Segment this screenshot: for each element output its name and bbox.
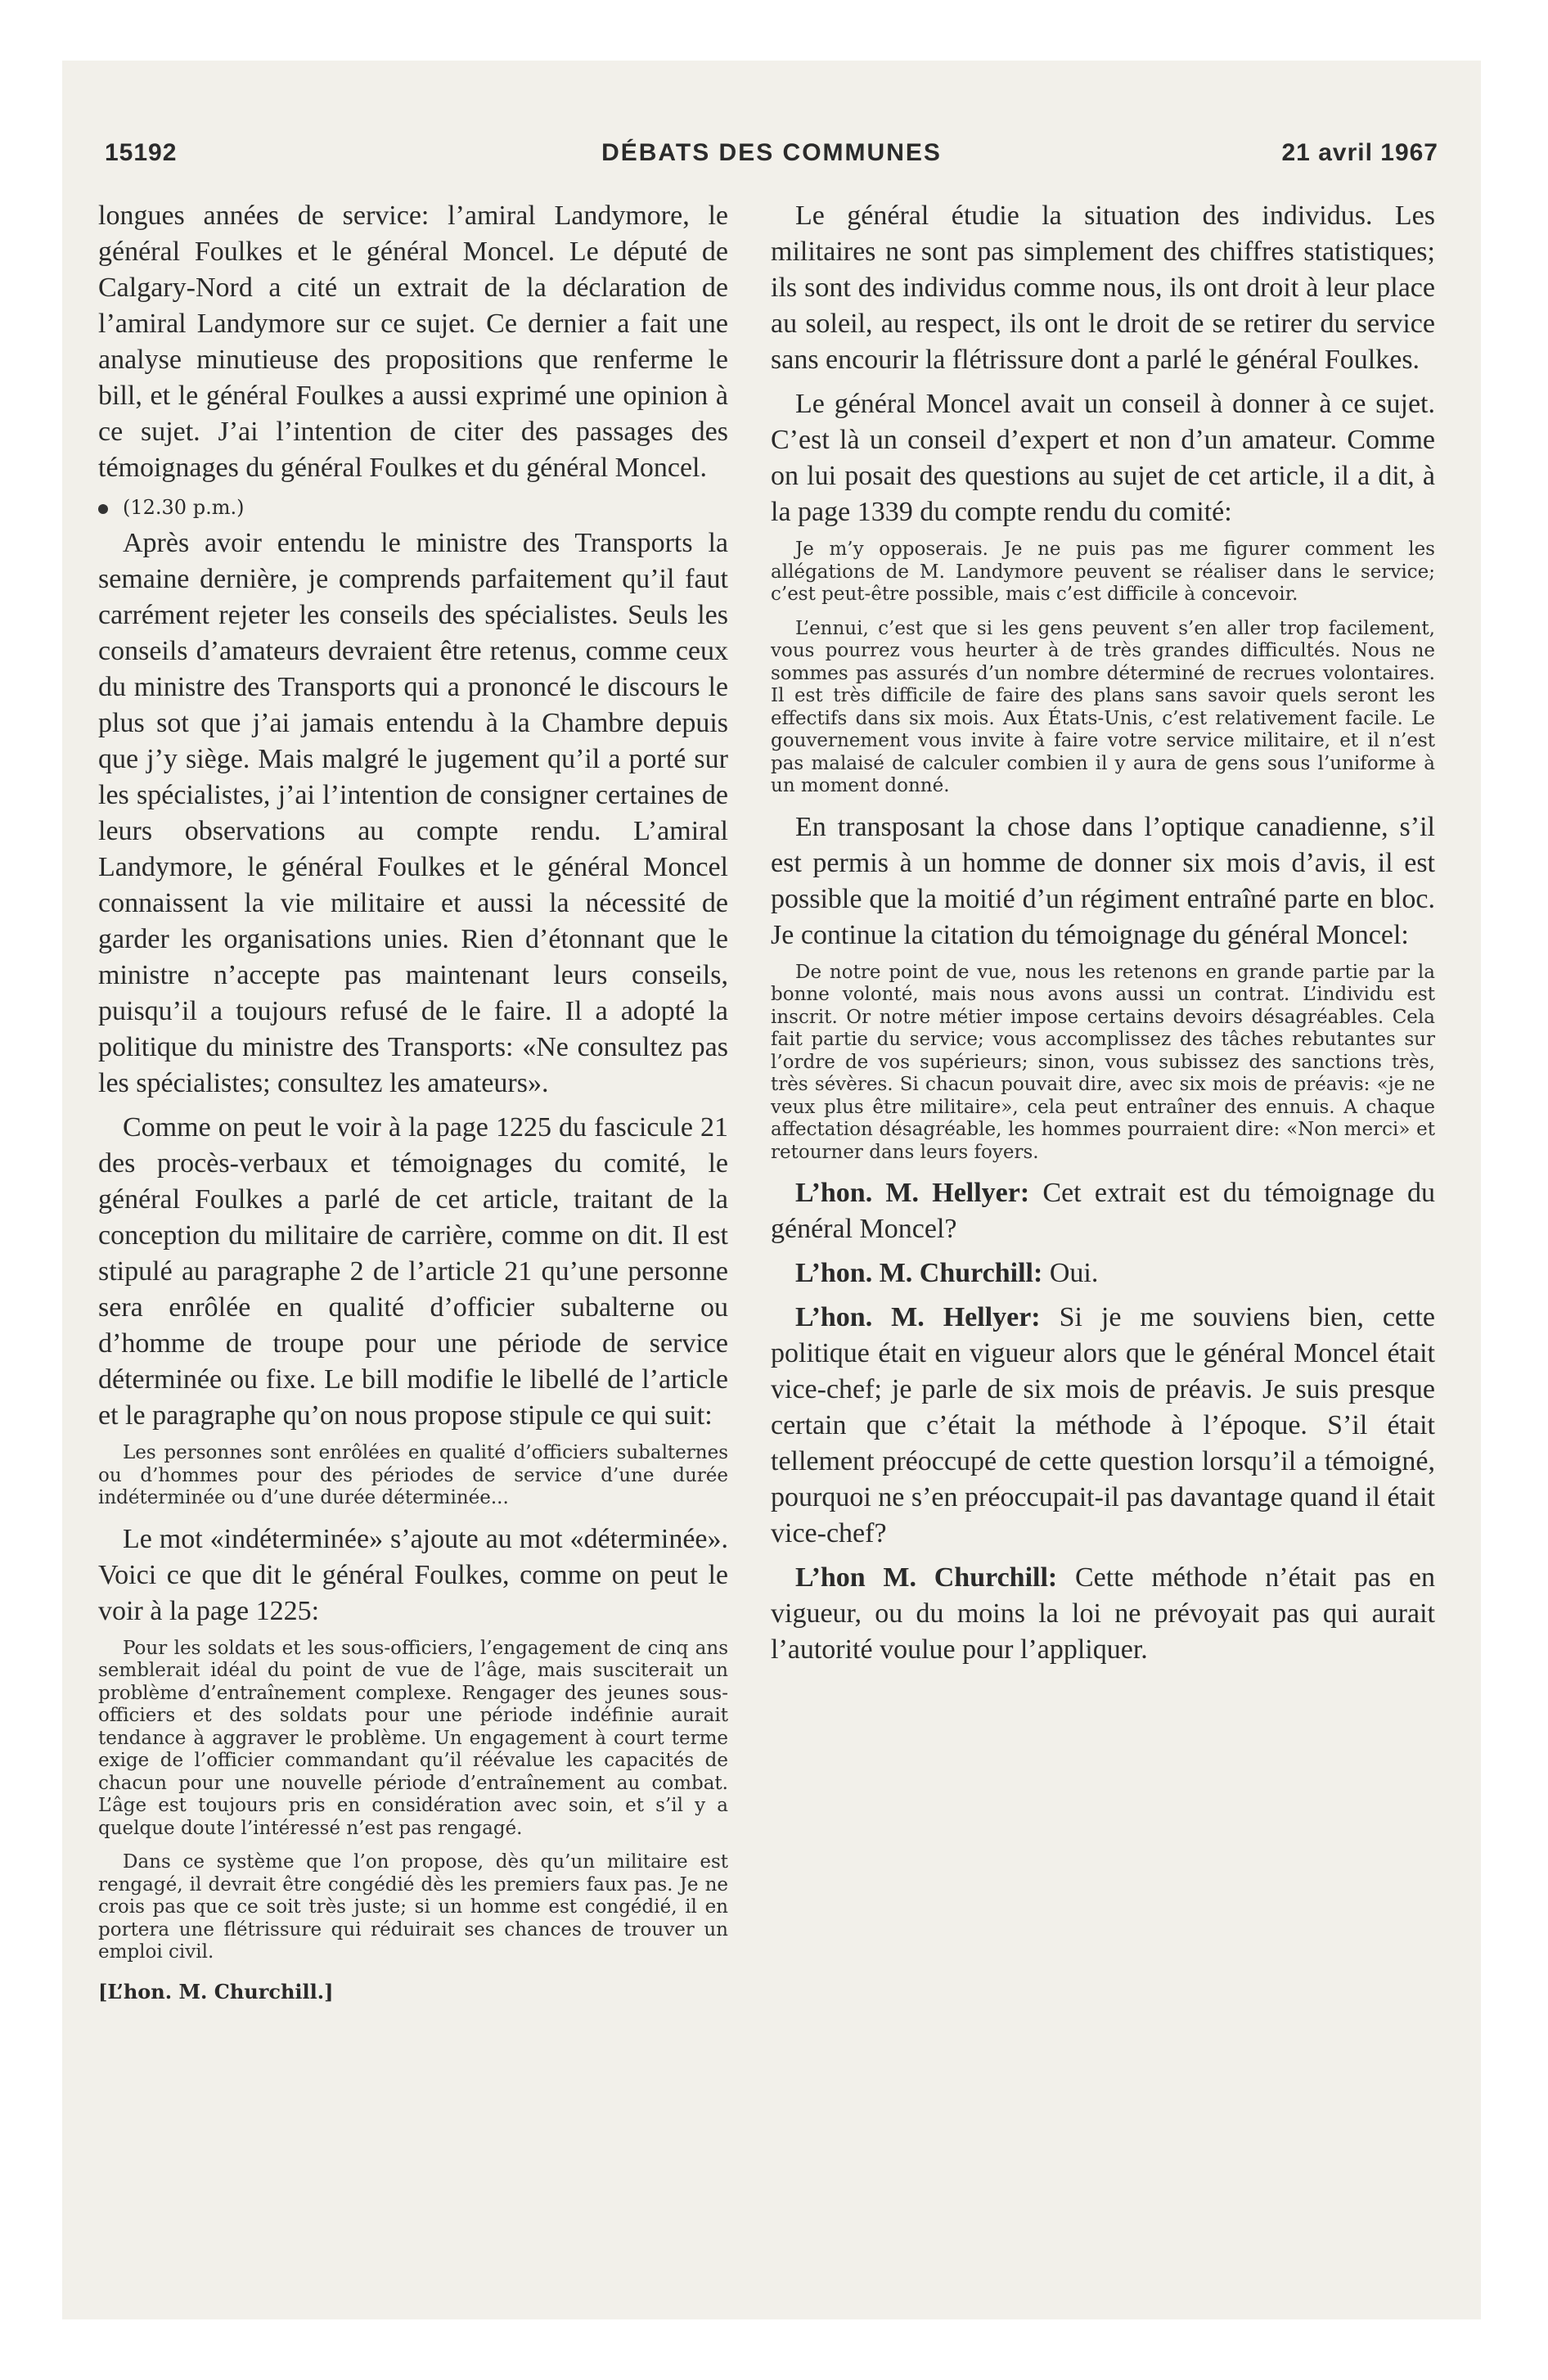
speech-hellyer-1 [771,1175,1435,1247]
speaker-tag: [L’hon. M. Churchill.] [98,1979,334,2004]
scanned-page [62,61,1481,2319]
speech-hellyer-2 [771,1300,1435,1552]
paragraph: Le général étudie la situation des individus. Les militaires ne sont pas simplement des chiffres statistiques; ils sont des individus comme nous, ils ont droit à leur place au soleil, au respect, ils ont le droit de se retirer du service sans encourir la flétrissure dont a parlé le général Foulkes. [771,201,1435,375]
speech-text: Si je me souviens bien, cette politique était en vigueur alors que le général Moncel était vice-chef; je parle de six mois de préavis. Je suis presque certain que c’était la méthode à l’époque. S’il était tellement préoccupé de cette question lorsqu’il a témoigné, pourquoi ne s’en préoccupait-il pas davantage quand il était vice-chef? [771,1302,1435,1548]
paragraph: Après avoir entendu le ministre des Transports la semaine dernière, je comprends parfaitement qu’il faut carrément rejeter les conseils des spécialistes. Seuls les conseils d’amateurs devraient être retenus, comme ceux du ministre des Transports qui a prononcé le discours le plus sot que j’ai jamais entendu à la Chambre depuis que j’y siège. Mais malgré le jugement qu’il a porté sur les spécialistes, j’ai l’intention de consigner certaines de leurs observations au compte rendu. L’amiral Landymore, le général Foulkes et le général Moncel connaissent la vie militaire et aussi la nécessité de garder les organisations unies. Rien d’étonnant que le ministre n’accepte pas maintenant leurs conseils, puisqu’il a toujours refusé de le faire. Il a adopté la politique du ministre des Transports: «Ne consultez pas les spécialistes; consultez les amateurs». [98,528,728,1098]
publication-title: DÉBATS DES COMMUNES [601,139,942,166]
speaker-name: L’hon. M. Hellyer: [795,1302,1041,1332]
quoted-passage: Dans ce système que l’on propose, dès qu’un militaire est rengagé, il devrait être congédié dès les premiers faux pas. Je ne crois pas que ce soit très juste; si un homme est congédié, il en portera une flétrissure qui réduirait ses chances de trouver un emploi civil. [98,1851,728,1963]
paragraph: longues années de service: l’amiral Landymore, le général Foulkes et le général Moncel. Le député de Calgary-Nord a cité un extrait de la déclaration de l’amiral Landymore sur ce sujet. Ce dernier a fait une analyse minutieuse des propositions que renferme le bill, et le général Foulkes a aussi exprimé une opinion à ce sujet. J’ai l’intention de citer des passages des témoignages du général Foulkes et du général Moncel. [98,201,728,483]
time-marker [98,494,728,521]
speech-churchill-1 [771,1255,1435,1291]
time-stamp: (12.30 p.m.) [123,496,245,519]
speech-text: Oui. [1042,1258,1099,1288]
right-column [771,198,1435,1676]
paragraph: Le général Moncel avait un conseil à donner à ce sujet. C’est là un conseil d’expert et non d’un amateur. Comme on lui posait des questions au sujet de cet article, il a dit, à la page 1339 du compte rendu du comité: [771,389,1435,527]
page-header [105,139,1438,172]
speech-churchill-2 [771,1560,1435,1668]
quoted-passage: Pour les soldats et les sous-officiers, l’engagement de cinq ans semblerait idéal du point de vue de l’âge, mais susciterait un problème d’entraînement complexe. Rengager des jeunes sous-officiers et des soldats pour une période indéfinie aurait tendance à aggraver le problème. Un engagement à court terme exige de l’officier commandant qu’il réévalue les capacités de chacun pour une nouvelle période d’entraînement au combat. L’âge est toujours pris en considération avec soin, et s’il y a quelque doute l’intéressé n’est pas rengagé. [98,1637,728,1839]
speech-text: Cet extrait est du témoignage du général Moncel? [771,1178,1435,1244]
speaker-name: L’hon M. Churchill: [795,1562,1058,1593]
page-date: 21 avril 1967 [1281,139,1438,166]
quoted-passage: Les personnes sont enrôlées en qualité d’officiers subalternes ou d’hommes pour des périodes de service d’une durée indéterminée ou d’une durée déterminée... [98,1442,728,1508]
left-column [98,198,728,2005]
quoted-passage: De notre point de vue, nous les retenons en grande partie par la bonne volonté, mais nous avons aussi un contrat. L’individu est inscrit. Or notre métier impose certains devoirs désagréables. Cela fait partie du service; vous accomplissez des tâches rebutantes sur l’ordre de vos supérieurs; sinon, vous subissez des sanctions très, très sévères. Si chacun pouvait dire, avec six mois de préavis: «je ne veux plus être militaire», cela peut entraîner des ennuis. A chaque affectation désagréable, les hommes pourraient dire: «Non merci» et retourner dans leurs foyers. [771,961,1435,1163]
page-number: 15192 [105,139,178,166]
speaker-name: L’hon. M. Churchill: [795,1258,1043,1288]
speech-text: Cette méthode n’était pas en vigueur, ou du moins la loi ne prévoyait pas qui aurait l’autorité voulue pour l’appliquer. [771,1562,1435,1665]
paragraph: En transposant la chose dans l’optique canadienne, s’il est permis à un homme de donner six mois d’avis, il est possible que la moitié d’un régiment entraîné parte en bloc. Je continue la citation du témoignage du général Moncel: [771,811,1435,950]
paragraph: Comme on peut le voir à la page 1225 du fascicule 21 des procès-verbaux et témoignages du comité, le général Foulkes a parlé de cet article, traitant de la conception du militaire de carrière, comme on dit. Il est stipulé au paragraphe 2 de l’article 21 qu’une personne sera enrôlée en qualité d’officier subalterne ou d’homme de troupe pour une période de service déterminée ou fixe. Le bill modifie le libellé de l’article et le paragraphe qu’on nous propose stipule ce qui suit: [98,1112,728,1431]
speaker-name: L’hon. M. Hellyer: [795,1178,1030,1208]
paragraph: Le mot «indéterminée» s’ajoute au mot «déterminée». Voici ce que dit le général Foulkes, comme on peut le voir à la page 1225: [98,1523,728,1626]
quoted-passage: Je m’y opposerais. Je ne puis pas me figurer comment les allégations de M. Landymore peuvent se réaliser dans le service; c’est peut-être possible, mais c’est difficile à concevoir. [771,539,1435,605]
quoted-passage: L’ennui, c’est que si les gens peuvent s’en aller trop facilement, vous pourrez vous heurter à de très grandes difficultés. Nous ne sommes pas assurés d’un nombre déterminé de recrues volontaires. Il est très difficile de faire des plans sans savoir quels seront les effectifs dans six mois. Aux États-Unis, c’est relativement facile. Le gouvernement vous invite à faire votre service militaire, et il n’est pas malaisé de calculer combien il y aura de gens sous l’uniforme à un moment donné. [771,617,1435,796]
bullet-icon [98,504,108,514]
